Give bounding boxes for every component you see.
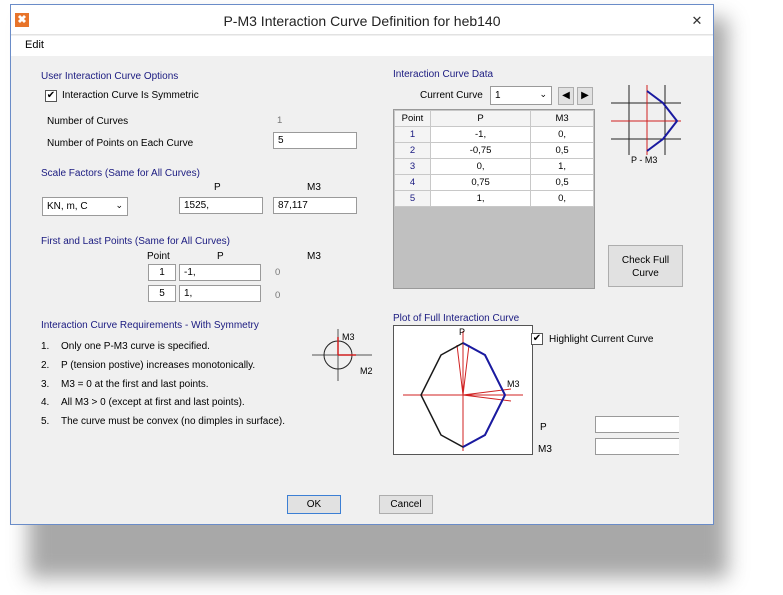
units-value: KN, m, C bbox=[47, 201, 88, 212]
app-icon: ✖ bbox=[15, 13, 29, 27]
row-m3[interactable]: 0, bbox=[531, 191, 594, 207]
menu-bar bbox=[11, 36, 713, 56]
dialog-window bbox=[10, 4, 714, 525]
check-full-label-line1: Check Full bbox=[621, 255, 670, 266]
interaction-plot bbox=[393, 325, 533, 455]
row-m3[interactable]: 0,5 bbox=[531, 143, 594, 159]
axis-m3-label: M3 bbox=[342, 332, 355, 342]
requirement-text: The curve must be convex (no dimples in surface). bbox=[61, 416, 285, 427]
title-bar bbox=[11, 5, 713, 35]
first-last-p-header: P bbox=[217, 251, 224, 262]
column-header: Point bbox=[395, 111, 431, 127]
num-points-input[interactable]: 5 bbox=[273, 132, 357, 149]
plot-p-axis-label: P bbox=[459, 327, 466, 337]
user-options-heading: User Interaction Curve Options bbox=[41, 71, 179, 82]
row-point: 5 bbox=[395, 191, 431, 207]
row-point: 1 bbox=[395, 127, 431, 143]
table-row[interactable] bbox=[395, 175, 594, 191]
prev-curve-button[interactable] bbox=[558, 87, 574, 105]
row-point: 4 bbox=[395, 175, 431, 191]
scale-p-input[interactable]: 1525, bbox=[179, 197, 263, 214]
plot-m3-axis-label: M3 bbox=[507, 379, 520, 389]
m3-field-label: M3 bbox=[538, 444, 552, 455]
curve-data-table bbox=[394, 110, 594, 207]
requirement-num: 3. bbox=[41, 379, 50, 390]
row-m3[interactable]: 0, bbox=[531, 127, 594, 143]
curve-thumbnail bbox=[611, 85, 681, 155]
row-p[interactable]: 1, bbox=[431, 191, 531, 207]
row-m3[interactable]: 0,5 bbox=[531, 175, 594, 191]
m3-field-input[interactable] bbox=[595, 438, 679, 455]
highlight-checkbox[interactable]: ✔ bbox=[532, 333, 542, 344]
current-curve-value: 1 bbox=[495, 90, 501, 101]
column-header: P bbox=[431, 111, 531, 127]
row-p[interactable]: -0,75 bbox=[431, 143, 531, 159]
first-last-point-header: Point bbox=[147, 251, 170, 262]
close-icon[interactable]: ✕ bbox=[691, 13, 703, 28]
table-row[interactable] bbox=[395, 143, 594, 159]
current-curve-dropdown[interactable] bbox=[490, 86, 552, 105]
check-full-curve-button[interactable] bbox=[608, 245, 683, 287]
curve-data-heading: Interaction Curve Data bbox=[393, 69, 494, 80]
next-curve-button[interactable] bbox=[577, 87, 593, 105]
requirements-heading: Interaction Curve Requirements - With Symmetry bbox=[41, 320, 259, 331]
last-point-m3: 0 bbox=[275, 290, 281, 301]
menu-edit[interactable]: Edit bbox=[25, 39, 44, 51]
first-last-m3-header: M3 bbox=[307, 251, 321, 262]
axis-m2-label: M2 bbox=[360, 366, 373, 376]
row-point: 2 bbox=[395, 143, 431, 159]
table-row[interactable] bbox=[395, 127, 594, 143]
p-field-label: P bbox=[540, 422, 547, 433]
check-full-label-line2: Curve bbox=[632, 268, 659, 279]
row-p[interactable]: -1, bbox=[431, 127, 531, 143]
column-header: M3 bbox=[531, 111, 594, 127]
requirement-num: 2. bbox=[41, 360, 50, 371]
row-p[interactable]: 0, bbox=[431, 159, 531, 175]
cancel-button[interactable]: Cancel bbox=[379, 495, 433, 514]
window-title: P-M3 Interaction Curve Definition for heb140 bbox=[223, 13, 501, 29]
table-row[interactable] bbox=[395, 191, 594, 207]
requirement-num: 5. bbox=[41, 416, 50, 427]
chevron-down-icon: ⌄ bbox=[539, 89, 547, 99]
first-last-heading: First and Last Points (Same for All Curves) bbox=[41, 236, 230, 247]
requirement-text: Only one P-M3 curve is specified. bbox=[61, 341, 210, 352]
thumbnail-label: P - M3 bbox=[631, 155, 658, 165]
plot-heading: Plot of Full Interaction Curve bbox=[393, 313, 520, 324]
first-point-m3: 0 bbox=[275, 267, 281, 278]
first-point-p-input[interactable]: -1, bbox=[179, 264, 261, 281]
arrow-left-icon: ◀ bbox=[562, 90, 570, 101]
p-field-input[interactable] bbox=[595, 416, 679, 433]
last-point-p-input[interactable]: 1, bbox=[179, 285, 261, 302]
ok-button[interactable]: OK bbox=[287, 495, 341, 514]
scale-p-header: P bbox=[214, 182, 221, 193]
scale-m3-input[interactable]: 87,117 bbox=[273, 197, 357, 214]
requirement-text: P (tension postive) increases monotonically. bbox=[61, 360, 256, 371]
table-row[interactable] bbox=[395, 159, 594, 175]
chevron-down-icon: ⌄ bbox=[115, 200, 123, 210]
num-curves-value: 1 bbox=[277, 115, 283, 126]
requirement-text: M3 = 0 at the first and last points. bbox=[61, 379, 209, 390]
scale-m3-header: M3 bbox=[307, 182, 321, 193]
scale-factors-heading: Scale Factors (Same for All Curves) bbox=[41, 168, 200, 179]
requirement-num: 1. bbox=[41, 341, 50, 352]
highlight-label: Highlight Current Curve bbox=[549, 334, 654, 345]
num-curves-label: Number of Curves bbox=[47, 116, 129, 127]
arrow-right-icon: ▶ bbox=[581, 90, 589, 101]
row-m3[interactable]: 1, bbox=[531, 159, 594, 175]
requirement-num: 4. bbox=[41, 397, 50, 408]
row-p[interactable]: 0,75 bbox=[431, 175, 531, 191]
last-point-number: 5 bbox=[148, 285, 176, 302]
units-dropdown[interactable] bbox=[42, 197, 128, 216]
symmetric-label: Interaction Curve Is Symmetric bbox=[62, 90, 199, 101]
num-points-label: Number of Points on Each Curve bbox=[47, 138, 194, 149]
row-point: 3 bbox=[395, 159, 431, 175]
curve-data-grid bbox=[393, 109, 595, 289]
first-point-number: 1 bbox=[148, 264, 176, 281]
symmetric-checkbox[interactable]: ✔ bbox=[46, 90, 56, 101]
requirement-text: All M3 > 0 (except at first and last points). bbox=[61, 397, 245, 408]
current-curve-label: Current Curve bbox=[420, 90, 483, 101]
